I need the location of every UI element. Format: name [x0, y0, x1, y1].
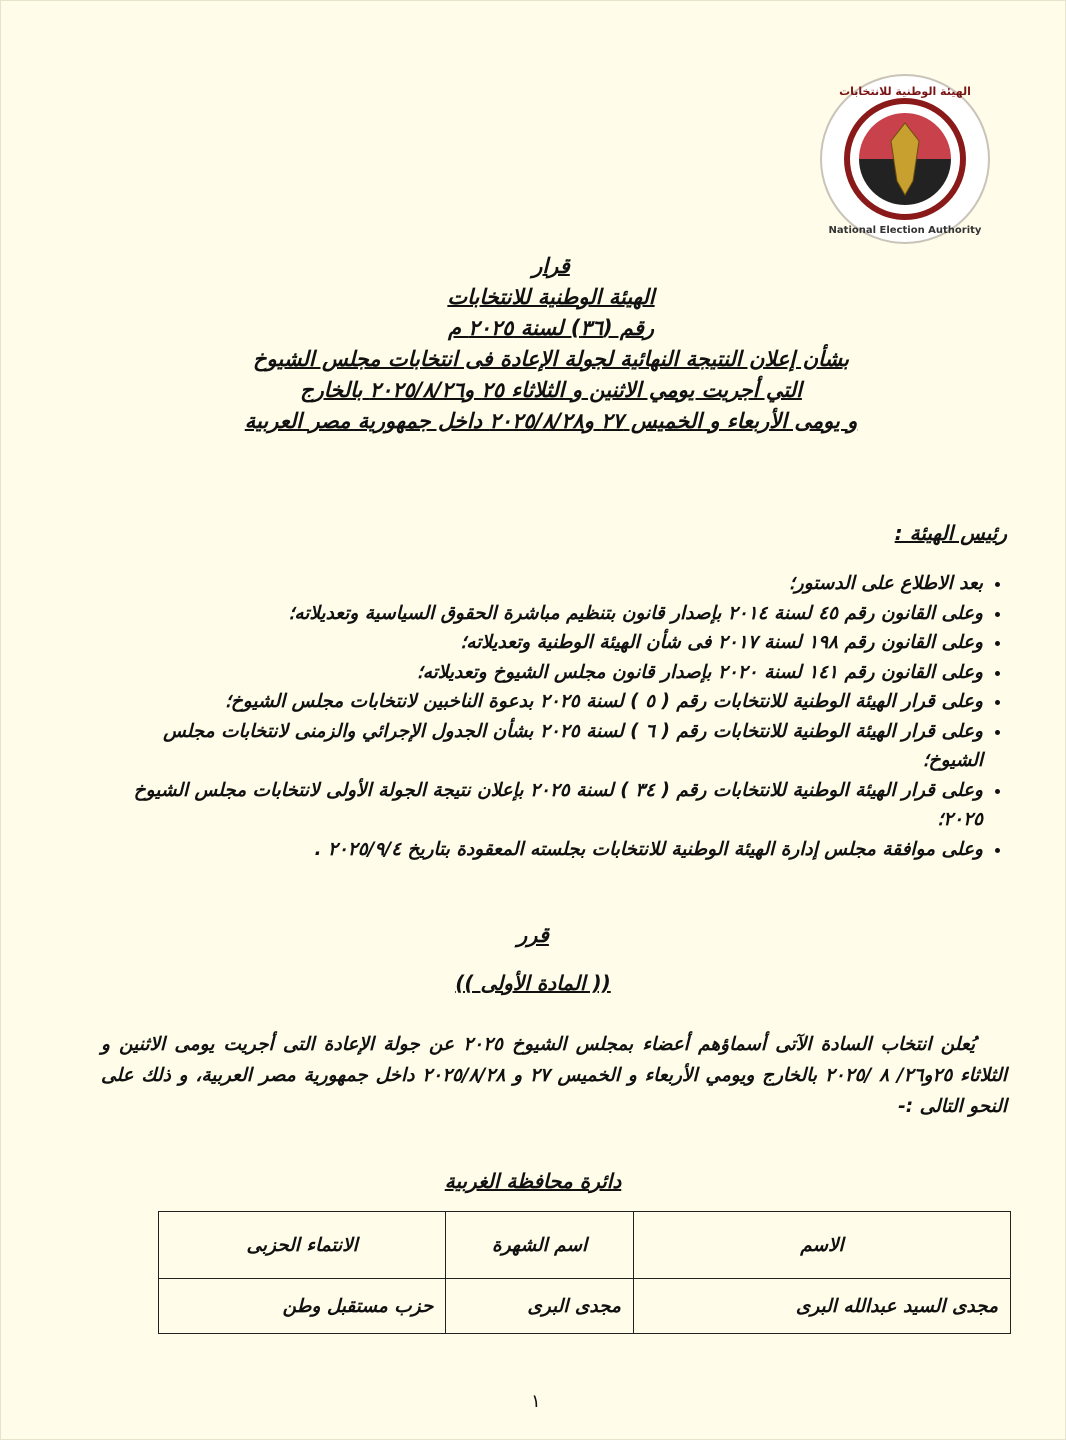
district-title: دائرة محافظة الغربية: [444, 1169, 622, 1193]
header-party: الانتماء الحزبى: [159, 1212, 446, 1279]
preamble-item: • وعلى القانون رقم ١٩٨ لسنة ٢٠١٧ فى شأن الهيئة الوطنية وتعديلاته؛: [99, 628, 983, 658]
cell-name: مجدى السيد عبدالله البرى: [633, 1279, 1010, 1334]
article-label: (( المادة الأولى )): [455, 971, 611, 995]
preamble-item: • وعلى القانون رقم ٤٥ لسنة ٢٠١٤ بإصدار قانون بتنظيم مباشرة الحقوق السياسية وتعديلاته؛: [99, 599, 983, 629]
preamble-item: • وعلى قرار الهيئة الوطنية للانتخابات رقم ( ٣٤ ) لسنة ٢٠٢٥ بإعلان نتيجة الجولة الأولى لانتخابات مجلس الشيوخ ٢٠٢٥؛: [99, 776, 983, 835]
cell-known-as: مجدى البرى: [446, 1279, 634, 1334]
preamble-item: • وعلى قرار الهيئة الوطنية للانتخابات رقم ( ٥ ) لسنة ٢٠٢٥ بدعوة الناخبين لانتخابات مجلس الشيوخ؛: [99, 687, 983, 717]
decree-heading: [121, 251, 981, 437]
cell-party: حزب مستقبل وطن: [159, 1279, 446, 1334]
preamble-item: • وعلى القانون رقم ١٤١ لسنة ٢٠٢٠ بإصدار قانون مجلس الشيوخ وتعديلاته؛: [99, 658, 983, 688]
results-table: [158, 1211, 1011, 1334]
preamble-item: • بعد الاطلاع على الدستور؛: [99, 569, 983, 599]
svg-text:الهيئة الوطنية للانتخابات: الهيئة الوطنية للانتخابات: [839, 85, 971, 98]
national-election-authority-seal: [819, 73, 991, 245]
preamble-list: [99, 569, 1007, 864]
authority-name: الهيئة الوطنية للانتخابات: [447, 285, 655, 309]
decree-title: قرار: [532, 254, 570, 278]
article-text: يُعلن انتخاب السادة الآتى أسماؤهم أعضاء بمجلس الشيوخ ٢٠٢٥ عن جولة الإعادة التى أجريت يومى الاثنين و الثلاثاء ٢٥و٢٦/ ٨ /٢٠٢٥ بالخارج ويومي الأربعاء و الخميس ٢٧ و ٢٠٢٥/٨/٢٨ داخل جمهورية مصر العربية، و ذلك على النحو التالى :-: [101, 1034, 1007, 1117]
preamble-item: • وعلى قرار الهيئة الوطنية للانتخابات رقم ( ٦ ) لسنة ٢٠٢٥ بشأن الجدول الإجرائي والزمنى لانتخابات مجلس الشيوخ؛: [99, 717, 983, 776]
chair-label: رئيس الهيئة :: [894, 521, 1007, 545]
decision-label: قرر: [517, 923, 549, 947]
header-name: الاسم: [633, 1212, 1010, 1279]
decree-subject-line3: و يومى الأربعاء و الخميس ٢٧ و٢٠٢٥/٨/٢٨ داخل جمهورية مصر العربية: [244, 409, 858, 433]
table-header-row: [159, 1212, 1011, 1279]
decree-subject-line2: التي أجريت يومي الاثنين و الثلاثاء ٢٥ و٢٠٢٥/٨/٢٦ بالخارج: [300, 378, 802, 402]
page-number: ١: [531, 1391, 541, 1412]
decree-number: رقم (٣٦) لسنة ٢٠٢٥ م: [447, 316, 655, 340]
header-known-as: اسم الشهرة: [446, 1212, 634, 1279]
table-row: [159, 1279, 1011, 1334]
preamble-item: • وعلى موافقة مجلس إدارة الهيئة الوطنية للانتخابات بجلسته المعقودة بتاريخ ٢٠٢٥/٩/٤ .: [99, 835, 983, 865]
svg-text:National Election Authority: National Election Authority: [828, 225, 982, 236]
decree-subject: بشأن إعلان النتيجة النهائية لجولة الإعادة فى انتخابات مجلس الشيوخ: [253, 347, 849, 371]
